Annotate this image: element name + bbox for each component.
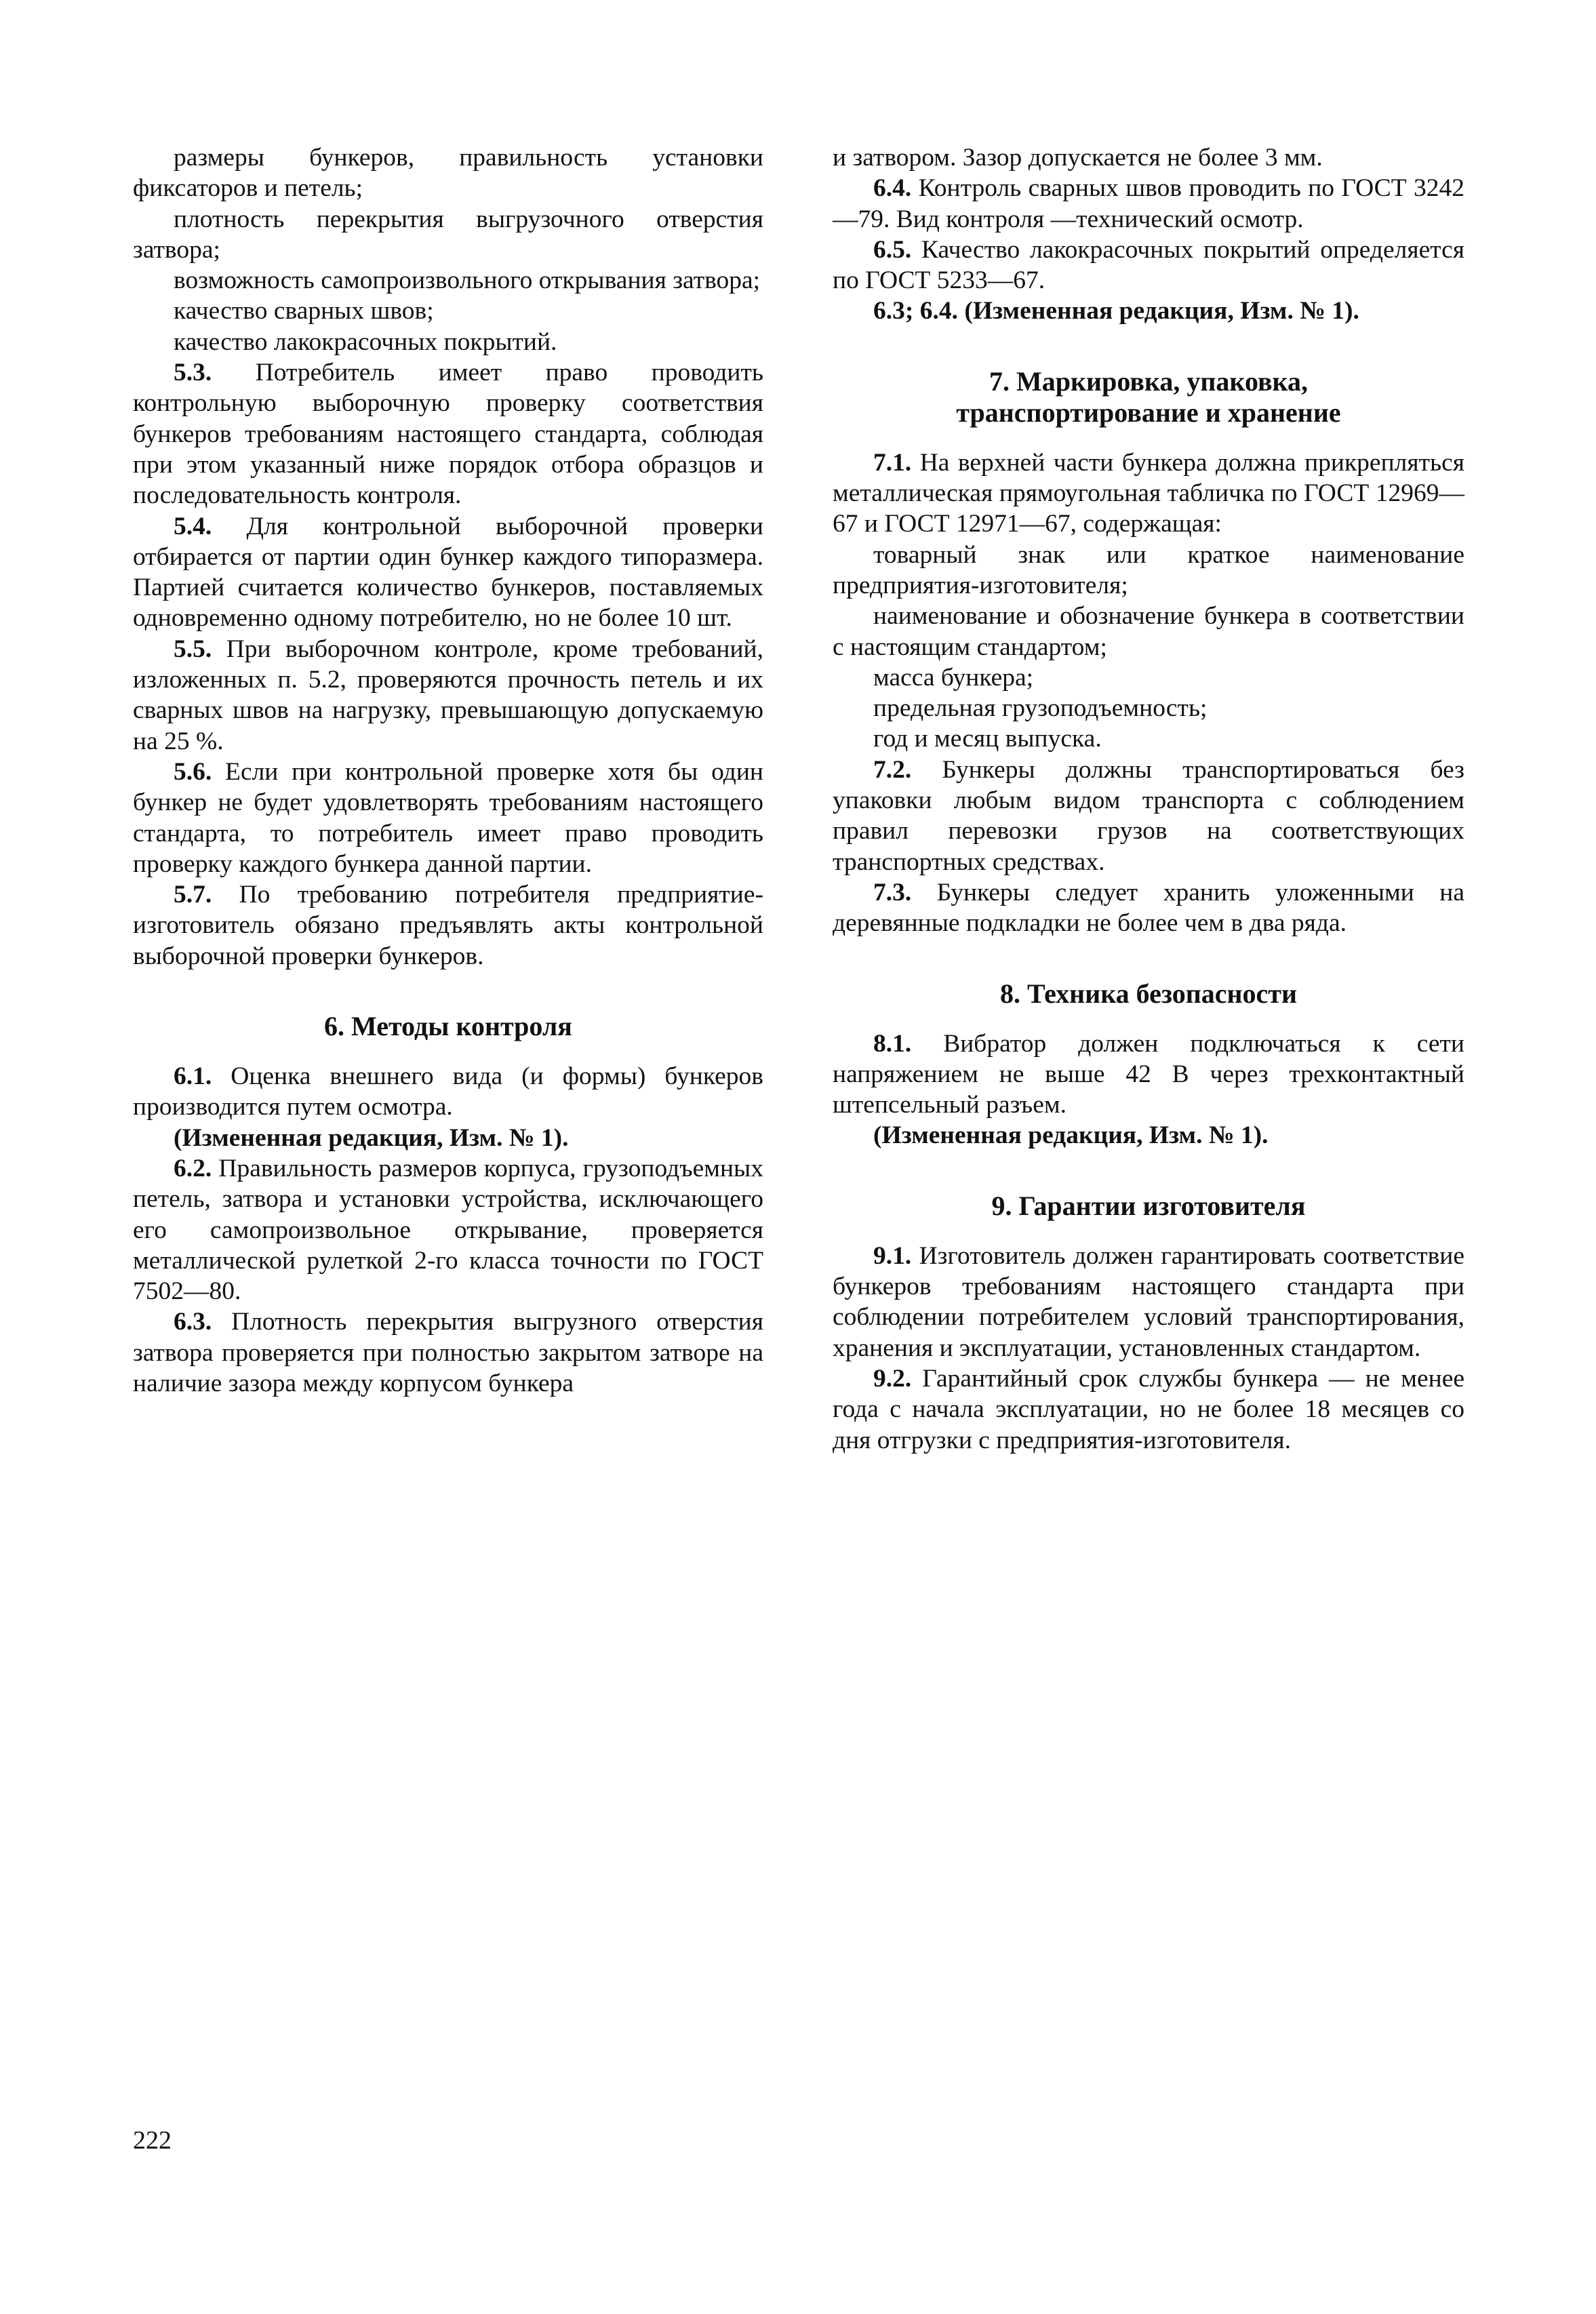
clause-6-3-continued: и затвором. Зазор допускается не более 3 мм. bbox=[833, 144, 1323, 172]
left-column bbox=[133, 142, 763, 1399]
clause-6-1 bbox=[133, 1061, 763, 1123]
clause-text: Качество лакокрасочных покрытий определяется по ГОСТ 5233—67. bbox=[833, 235, 1464, 295]
clause-text: На верхней части бункера должна прикрепляться металлическая прямоугольная табличка по ГОСТ 12969—67 и ГОСТ 12971—67, содержащая: bbox=[833, 448, 1464, 538]
clause-7-3 bbox=[833, 877, 1464, 939]
clause-5-4 bbox=[133, 511, 763, 634]
clause-9-1 bbox=[833, 1241, 1464, 1363]
clause-number: 8.1. bbox=[873, 1029, 912, 1058]
clause-5-7 bbox=[133, 879, 763, 972]
clause-text: Правильность размеров корпуса, грузоподъемных петель, затвора и установки устройства, исключающего его самопроизвольное открывание, проверяется металлической рулеткой 2-го класса точности по ГОСТ 7502—80. bbox=[133, 1154, 763, 1306]
section-6-heading: 6. Методы контроля bbox=[324, 1011, 572, 1042]
list-item: плотность перекрытия выгрузочного отверстия затвора; bbox=[133, 205, 763, 264]
clause-number: 6.3. bbox=[174, 1308, 212, 1336]
list-item: наименование и обозначение бункера в соответствии с настоящим стандартом; bbox=[833, 602, 1464, 661]
clause-text: Бункеры следует хранить уложенными на деревянные подкладки не более чем в два ряда. bbox=[833, 878, 1464, 938]
clause-5-5 bbox=[133, 634, 763, 757]
section-7-heading-line1: 7. Маркировка, упаковка, bbox=[989, 365, 1308, 397]
clause-text: Изготовитель должен гарантировать соответствие бункеров требованиям настоящего стандарта при соблюдении потребителем условий транспортирования, хранения и эксплуатации, установленных стандартом. bbox=[833, 1241, 1464, 1362]
clause-number: 9.2. bbox=[873, 1364, 912, 1393]
clause-text: Если при контрольной проверке хотя бы один бункер не будет удовлетворять требованиям настоящего стандарта, то потребитель имеет право проводить проверку каждого бункера данной партии. bbox=[133, 757, 763, 878]
clause-number: 5.4. bbox=[174, 512, 212, 540]
clause-6-2 bbox=[133, 1153, 763, 1306]
clause-text: Для контрольной выборочной проверки отбирается от партии один бункер каждого типоразмера. Партией считается количество бункеров, поставляемых одновременно одному потребителю, но не более 10 шт. bbox=[133, 512, 763, 633]
clause-number: 7.2. bbox=[873, 755, 912, 784]
clause-number: 7.3. bbox=[873, 878, 912, 906]
amendment-note: (Измененная редакция, Изм. № 1). bbox=[873, 1121, 1269, 1150]
amendment-note: 6.3; 6.4. (Измененная редакция, Изм. № 1). bbox=[873, 297, 1359, 325]
clause-6-4 bbox=[833, 173, 1464, 235]
clause-number: 6.1. bbox=[174, 1062, 212, 1091]
clause-number: 6.2. bbox=[174, 1154, 212, 1182]
list-item: предельная грузоподъемность; bbox=[873, 694, 1208, 723]
clause-6-5 bbox=[833, 235, 1464, 296]
clause-number: 7.1. bbox=[873, 448, 912, 477]
list-item: возможность самопроизвольного открывания затвора; bbox=[174, 266, 761, 295]
clause-5-3 bbox=[133, 357, 763, 511]
list-item: товарный знак или краткое наименование предприятия-изготовителя; bbox=[833, 540, 1464, 599]
section-7-heading bbox=[833, 366, 1464, 428]
section-7-heading-line2: транспортирование и хранение bbox=[956, 397, 1341, 428]
list-item: масса бункера; bbox=[873, 663, 1034, 692]
clause-number: 6.5. bbox=[873, 235, 912, 264]
clause-9-2 bbox=[833, 1363, 1464, 1456]
list-item: качество сварных швов; bbox=[174, 297, 434, 325]
clause-text: По требованию потребителя предприятие-изготовитель обязано предъявлять акты контрольной выборочной проверки бункеров. bbox=[133, 881, 763, 970]
list-item: качество лакокрасочных покрытий. bbox=[174, 327, 557, 356]
clause-number: 5.5. bbox=[174, 635, 212, 663]
clause-number: 9.1. bbox=[873, 1241, 912, 1270]
clause-number: 5.3. bbox=[174, 359, 212, 387]
clause-text: Вибратор должен подключаться к сети напряжением не выше 42 В через трехконтактный штепсельный разъем. bbox=[833, 1029, 1464, 1119]
section-8-heading: 8. Техника безопасности bbox=[999, 978, 1297, 1009]
clause-number: 5.7. bbox=[174, 881, 212, 909]
list-item: размеры бункеров, правильность установки фиксаторов и петель; bbox=[133, 144, 763, 203]
clause-7-1 bbox=[833, 447, 1464, 540]
clause-text: Плотность перекрытия выгрузного отверстия затвора проверяется при полностью закрытом затворе на наличие зазора между корпусом бункера bbox=[133, 1308, 763, 1397]
section-9-heading: 9. Гарантии изготовителя bbox=[991, 1190, 1306, 1221]
list-item: год и месяц выпуска. bbox=[873, 725, 1102, 753]
clause-6-3 bbox=[133, 1306, 763, 1399]
clause-text: При выборочном контроле, кроме требований, изложенных п. 5.2, проверяются прочность петель и их сварных швов на нагрузку, превышающую допускаемую на 25 %. bbox=[133, 635, 763, 755]
clause-text: Контроль сварных швов проводить по ГОСТ 3242—79. Вид контроля —технический осмотр. bbox=[833, 174, 1464, 233]
page-number: 222 bbox=[133, 2126, 172, 2155]
amendment-note: (Измененная редакция, Изм. № 1). bbox=[174, 1123, 569, 1152]
clause-5-6 bbox=[133, 757, 763, 879]
clause-text: Бункеры должны транспортироваться без упаковки любым видом транспорта с соблюдением правил перевозки грузов на соответствующих транспортных средствах. bbox=[833, 755, 1464, 876]
clause-text: Оценка внешнего вида (и формы) бункеров производится путем осмотра. bbox=[133, 1062, 763, 1121]
clause-text: Потребитель имеет право проводить контрольную выборочную проверку соответствия бункеров требованиям настоящего стандарта, соблюдая при этом указанный ниже порядок отбора образцов и последовательность контроля. bbox=[133, 359, 763, 510]
clause-number: 6.4. bbox=[873, 174, 912, 203]
clause-number: 5.6. bbox=[174, 757, 212, 786]
clause-text: Гарантийный срок службы бункера — не менее года с начала эксплуатации, но не более 18 месяцев со дня отгрузки с предприятия-изготовителя. bbox=[833, 1364, 1464, 1454]
right-column bbox=[833, 142, 1464, 1456]
clause-8-1 bbox=[833, 1029, 1464, 1121]
clause-7-2 bbox=[833, 755, 1464, 877]
